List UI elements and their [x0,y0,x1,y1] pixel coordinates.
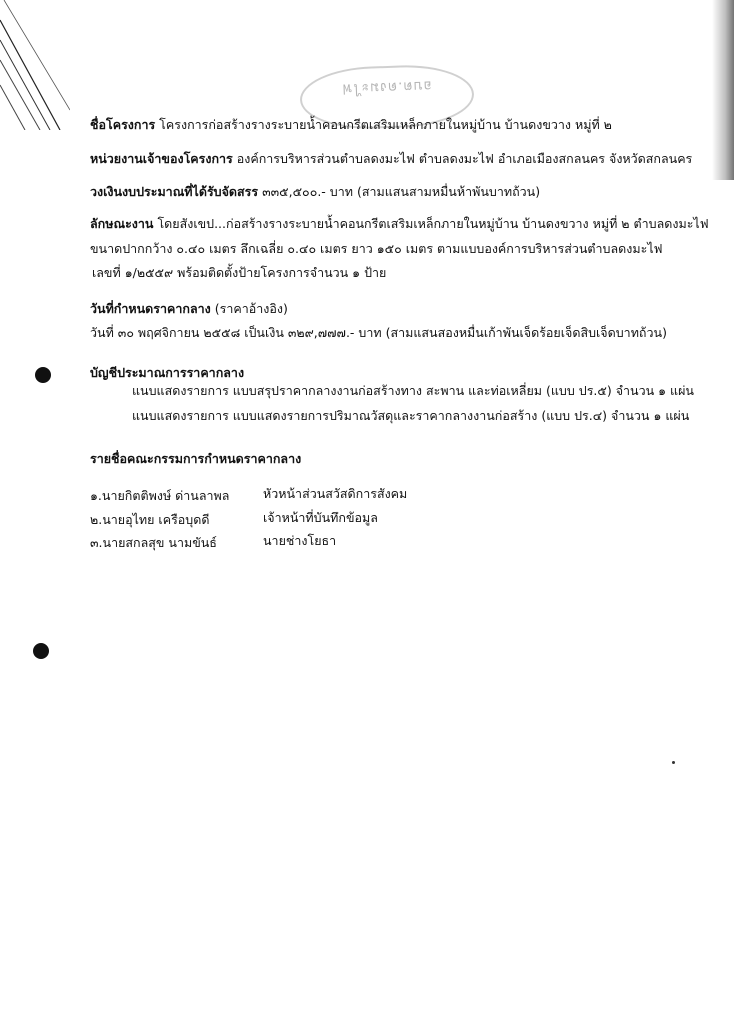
work-nature-line2: ขนาดปากกว้าง ๐.๔๐ เมตร ลึกเฉลี่ย ๐.๔๐ เมตร ยาว ๑๕๐ เมตร ตามแบบองค์การบริหารส่วนตำบลดงมะไฟ [90,241,663,256]
project-owner-line [90,151,692,167]
committee-heading: รายชื่อคณะกรรมการกำหนดราคากลาง [90,451,302,466]
work-nature-label: ลักษณะงาน [90,216,154,231]
budget-label: วงเงินงบประมาณที่ได้รับจัดสรร [90,184,259,199]
reference-price-label: วันที่กำหนดราคากลาง [90,301,211,316]
project-owner-label: หน่วยงานเจ้าของโครงการ [90,151,233,166]
estimate-account-item: แนบแสดงรายการ แบบสรุปราคากลางงานก่อสร้างทาง สะพาน และท่อเหลี่ยม (แบบ ปร.๕) จำนวน ๑ แผ่น [132,383,694,398]
scan-edge-artifact [0,0,70,130]
punch-hole-mark [35,367,51,383]
project-name-label: ชื่อโครงการ [90,117,156,132]
project-name-line [90,117,612,133]
punch-hole-mark [33,643,49,659]
committee-member-role: นายช่างโยธา [263,533,337,548]
budget-line [90,184,540,200]
committee-member-role: หัวหน้าส่วนสวัสดิการสังคม [263,486,408,501]
reference-price-note: (ราคาอ้างอิง) [214,301,288,316]
reference-price-value: วันที่ ๓๐ พฤศจิกายน ๒๕๕๘ เป็นเงิน ๓๒๙,๗๗๗.- บาท (สามแสนสองหมื่นเก้าพันเจ็ดร้อยเจ็ดสิบเจ็ดบาทถ้วน) [90,325,667,340]
committee-member-name: ๓.นายสกลสุข นามขันธ์ [90,535,217,550]
committee-member-name: ๑.นายกิตติพงษ์ ด่านลาพล [90,488,230,503]
stamp-text: อบต.ดงมะไฟ [341,77,433,97]
project-name-value: โครงการก่อสร้างรางระบายน้ำคอนกรีตเสริมเหล็กภายในหมู่บ้าน บ้านดงขวาง หมู่ที่ ๒ [159,117,612,132]
work-nature-line [90,216,709,232]
estimate-account-item: แนบแสดงรายการ แบบแสดงรายการปริมาณวัสดุและราคากลางงานก่อสร้าง (แบบ ปร.๔) จำนวน ๑ แผ่น [132,408,690,423]
scan-edge-shadow [712,0,734,180]
scan-speck [672,761,675,764]
work-nature-line3: เลขที่ ๑/๒๕๕๙ พร้อมติดตั้งป้ายโครงการจำนวน ๑ ป้าย [92,265,387,280]
committee-member-name: ๒.นายอุไทย เครือบุดดี [90,512,210,527]
reference-price-heading [90,301,288,317]
work-nature-line1: โดยสังเขป...ก่อสร้างรางระบายน้ำคอนกรีตเสริมเหล็กภายในหมู่บ้าน บ้านดงขวาง หมู่ที่ ๒ ตำบลดงมะไฟ [157,216,709,231]
budget-value: ๓๓๕,๕๐๐.- บาท (สามแสนสามหมื่นห้าพันบาทถ้วน) [262,184,541,199]
committee-member-role: เจ้าหน้าที่บันทึกข้อมูล [263,510,378,525]
project-owner-value: องค์การบริหารส่วนตำบลดงมะไฟ ตำบลดงมะไฟ อำเภอเมืองสกลนคร จังหวัดสกลนคร [236,151,693,166]
estimate-accounts-heading: บัญชีประมาณการราคากลาง [90,365,245,380]
